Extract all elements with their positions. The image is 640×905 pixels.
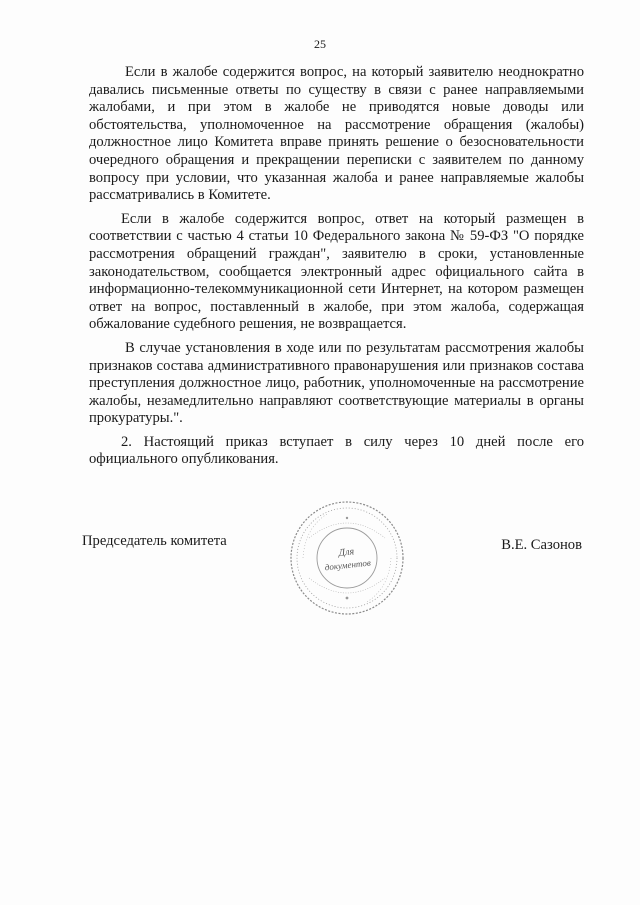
paragraph-prosecution: В случае установления в ходе или по результатам рассмотрения жалобы признаков состава административного правонарушения или признаков состава преступления должностное лицо, работник, уполномоченные на рассмотрение жалобы, незамедлительно направляют соответствующие материалы в органы прокуратуры.". [89, 339, 584, 427]
document-body [89, 64, 584, 475]
stamp-line-1: Для [338, 546, 355, 559]
seal-stamp-icon [287, 498, 407, 618]
paragraph-effective-date: 2. Настоящий приказ вступает в силу через 10 дней после его официального опубликования. [89, 433, 584, 468]
signatory-role: Председатель комитета [82, 533, 227, 549]
paragraph-repeated-complaint: Если в жалобе содержится вопрос, на который заявителю неоднократно давались письменные ответы по существу в связи с ранее направляемыми жалобами, и при этом в жалобе не приводятся новые доводы или обстоятельства, уполномоченное на рассмотрение обращения (жалобы) должностное лицо Комитета вправе принять решение о безосновательности очередного обращения и прекращении переписки с заявителем по данному вопросу при условии, что указанная жалоба и ранее направляемые жалобы рассматривались в Комитете. [89, 64, 584, 204]
signatory-name: В.Е. Сазонов [501, 537, 582, 553]
stamp-line-2: документов [324, 557, 372, 573]
page-number: 25 [314, 37, 326, 51]
paragraph-published-answer: Если в жалобе содержится вопрос, ответ на который размещен в соответствии с частью 4 статьи 10 Федерального закона № 59-ФЗ "О порядке рассмотрения обращений граждан", заявителю в сроки, установленные законодательством, сообщается электронный адрес официального сайта в информационно-телекоммуникационной сети Интернет, на котором размещен ответ на вопрос, поставленный в жалобе, при этом жалоба, содержащая обжалование судебного решения, не возвращается. [89, 210, 584, 333]
